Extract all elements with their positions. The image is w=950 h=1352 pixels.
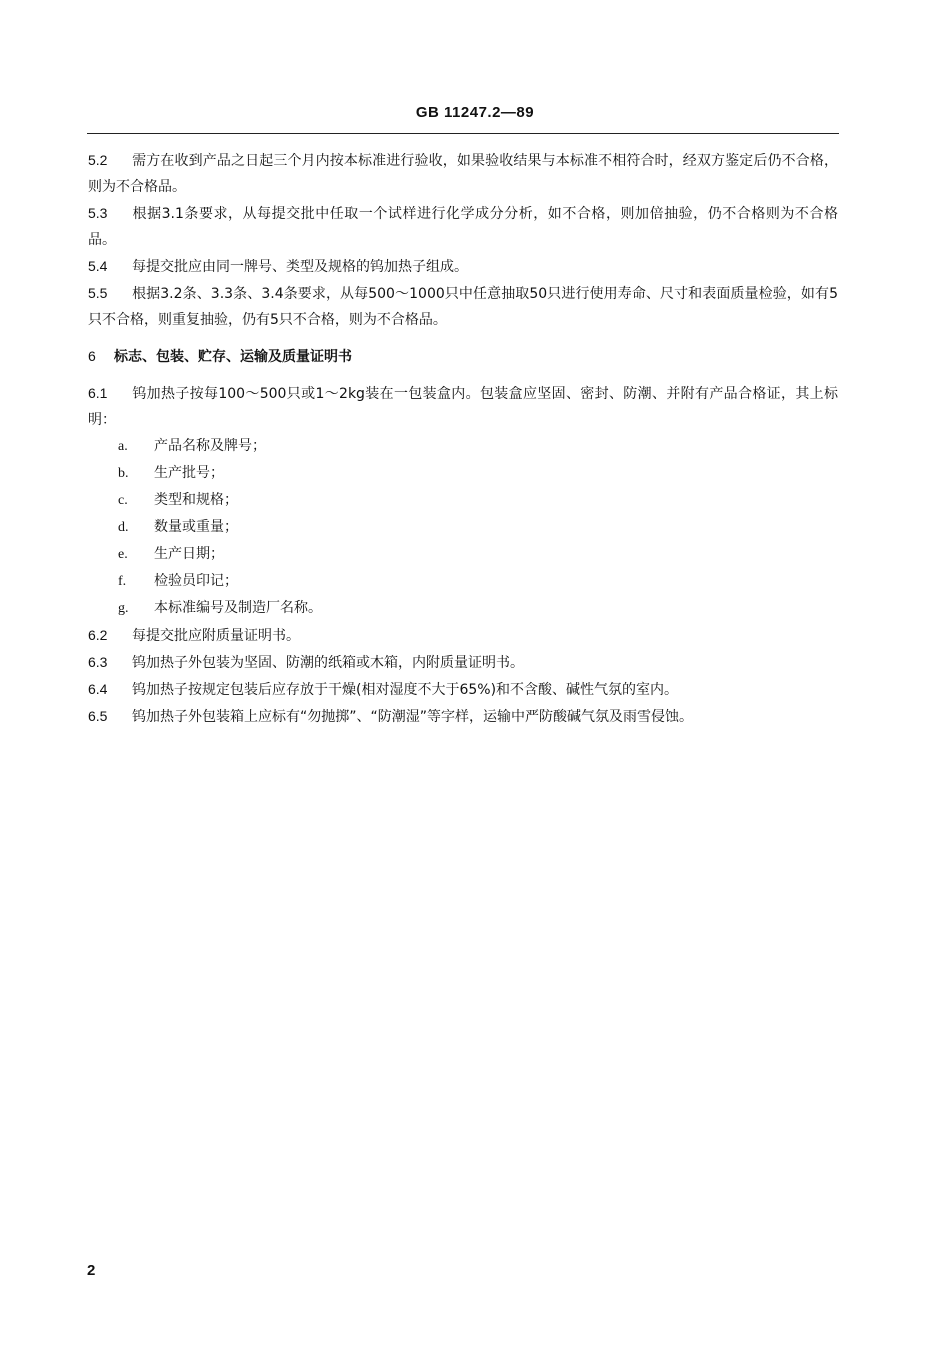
list-text: 本标准编号及制造厂名称。 (154, 600, 322, 616)
clause-number: 5.2 (88, 152, 108, 168)
header-rule (87, 133, 839, 134)
clause-6-2 (88, 622, 838, 649)
clause-number: 5.3 (88, 205, 108, 221)
spacer (88, 333, 838, 343)
clause-number: 6.2 (88, 627, 108, 643)
list-text: 生产批号； (154, 465, 224, 481)
document-header: GB 11247.2—89 (415, 104, 535, 121)
page-number: 2 (87, 1262, 96, 1279)
list-marker: a. (118, 439, 128, 454)
label-contents-list (88, 433, 838, 622)
list-marker: d. (118, 520, 129, 535)
list-marker: e. (118, 547, 128, 562)
list-item (88, 595, 838, 622)
clause-5-2 (88, 147, 838, 200)
clause-number: 6.5 (88, 708, 108, 724)
list-item (88, 541, 838, 568)
clause-text: 每提交批应由同一牌号、类型及规格的钨加热子组成。 (132, 259, 468, 275)
section-title: 标志、包装、贮存、运输及质量证明书 (114, 349, 352, 365)
list-item (88, 487, 838, 514)
clause-text: 每提交批应附质量证明书。 (132, 628, 300, 644)
list-text: 生产日期； (154, 546, 224, 562)
clause-number: 6.3 (88, 654, 108, 670)
clause-number: 5.5 (88, 285, 108, 301)
list-marker: c. (118, 493, 128, 508)
list-marker: g. (118, 601, 129, 616)
clause-5-3 (88, 200, 838, 253)
list-text: 类型和规格； (154, 492, 238, 508)
document-body (88, 147, 838, 730)
clause-5-4 (88, 253, 838, 280)
list-item (88, 433, 838, 460)
list-item (88, 568, 838, 595)
clause-text: 钨加热子外包装箱上应标有“勿抛掷”、“防潮湿”等字样，运输中严防酸碱气氛及雨雪侵蚀。 (132, 709, 694, 725)
clause-number: 5.4 (88, 258, 108, 274)
clause-text: 需方在收到产品之日起三个月内按本标准进行验收，如果验收结果与本标准不相符合时，经双方鉴定后仍不合格，则为不合格品。 (88, 153, 838, 195)
list-marker: b. (118, 466, 129, 481)
section-6-heading (88, 343, 838, 370)
list-item (88, 460, 838, 487)
clause-text: 钨加热子按每100～500只或1～2kg装在一包装盒内。包装盒应坚固、密封、防潮、并附有产品合格证，其上标明： (88, 386, 838, 428)
clause-number: 6.4 (88, 681, 108, 697)
list-text: 数量或重量； (154, 519, 238, 535)
section-number: 6 (88, 348, 96, 364)
clause-6-3 (88, 649, 838, 676)
clause-text: 根据3.1条要求，从每提交批中任取一个试样进行化学成分分析，如不合格，则加倍抽验，仍不合格则为不合格品。 (88, 206, 838, 248)
list-item (88, 514, 838, 541)
list-text: 产品名称及牌号； (154, 438, 266, 454)
list-marker: f. (118, 574, 127, 589)
clause-text: 根据3.2条、3.3条、3.4条要求，从每500～1000只中任意抽取50只进行使用寿命、尺寸和表面质量检验，如有5只不合格，则重复抽验，仍有5只不合格，则为不合格品。 (88, 286, 838, 328)
clause-6-5 (88, 703, 838, 730)
clause-6-4 (88, 676, 838, 703)
clause-number: 6.1 (88, 385, 108, 401)
clause-5-5 (88, 280, 838, 333)
clause-text: 钨加热子外包装为坚固、防潮的纸箱或木箱，内附质量证明书。 (132, 655, 524, 671)
clause-6-1 (88, 380, 838, 433)
list-text: 检验员印记； (154, 573, 238, 589)
clause-text: 钨加热子按规定包装后应存放于干燥(相对湿度不大于65%)和不含酸、碱性气氛的室内。 (132, 682, 679, 698)
spacer (88, 370, 838, 380)
